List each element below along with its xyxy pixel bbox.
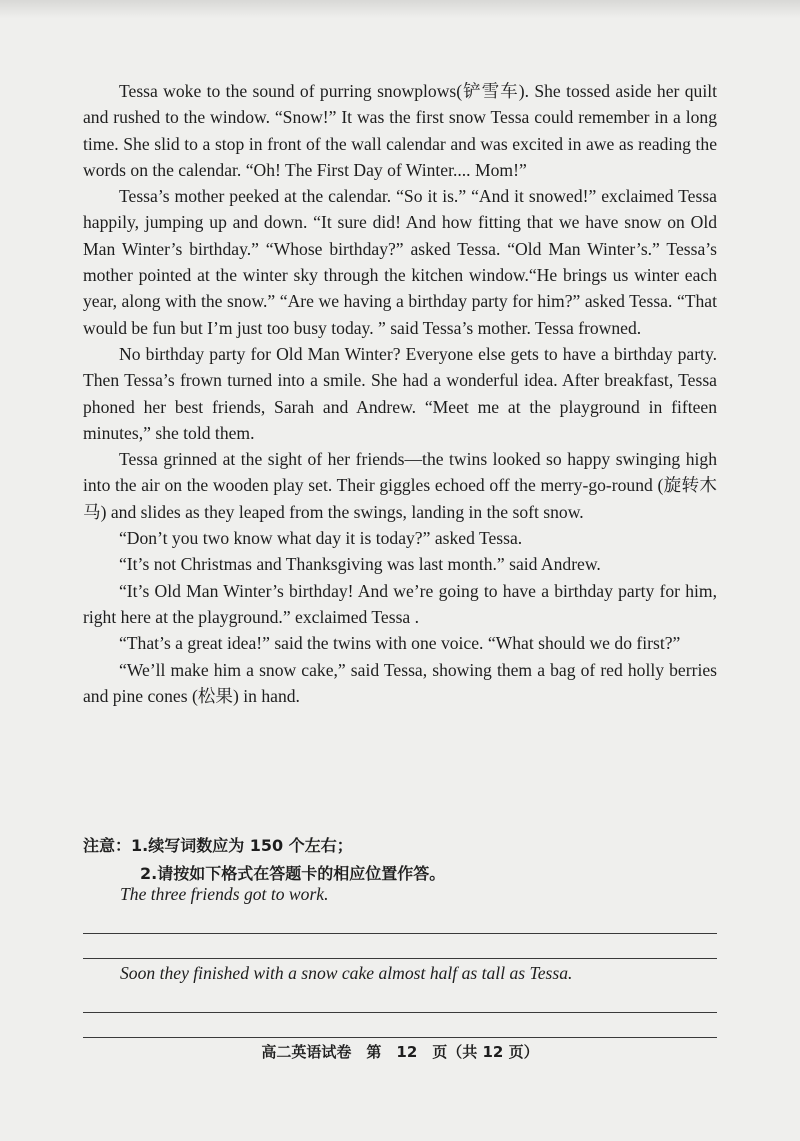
answer-line <box>83 1037 717 1038</box>
story-passage <box>83 78 717 709</box>
story-paragraph: “We’ll make him a snow cake,” said Tessa, showing them a bag of red holly berries and pine cones (松果) in hand. <box>83 659 717 706</box>
answer-line <box>83 958 717 959</box>
story-paragraph: Tessa’s mother peeked at the calendar. “So it is.” “And it snowed!” exclaimed Tessa happily, jumping up and down. “It sure did! And how fitting that we have snow on Old Man Winter’s birthday.” “Whose birthday?” asked Tessa. “Old Man Winter’s.” Tessa’s mother pointed at the winter sky through the kitchen window.“He brings us winter each year, along with the snow.” “Are we having a birthday party for him?” asked Tessa. “That would be fun but I’m just too busy today. ” said Tessa’s mother. Tessa frowned. <box>83 186 717 338</box>
answer-line <box>83 1012 717 1013</box>
story-paragraph: “It’s Old Man Winter’s birthday! And we’re going to have a birthday party for him, right here at the playground.” exclaimed Tessa . <box>83 580 717 627</box>
story-paragraph: “It’s not Christmas and Thanksgiving was last month.” said Andrew. <box>119 554 601 575</box>
instructions <box>83 832 717 888</box>
story-paragraph: No birthday party for Old Man Winter? Everyone else gets to have a birthday party. Then Tessa’s frown turned into a smile. She had a wonderful idea. After breakfast, Tessa phoned her best friends, Sarah and Andrew. “Meet me at the playground in fifteen minutes,” she told them. <box>83 343 717 443</box>
story-paragraph: Tessa woke to the sound of purring snowplows(铲雪车). She tossed aside her quilt and rushed to the window. “Snow!” It was the first snow Tessa could remember in a long time. She slid to a stop in front of the wall calendar and was excited in awe as reading the words on the calendar. “Oh! The First Day of Winter.... Mom!” <box>83 81 717 180</box>
story-paragraph: Tessa grinned at the sight of her friends—the twins looked so happy swinging high into the air on the wooden play set. Their giggles echoed off the merry-go-round (旋转木马) and slides as they leaped from the swings, landing in the soft snow. <box>83 449 717 522</box>
instruction-word-count: 注意：1.续写词数应为 150 个左右； <box>83 836 353 855</box>
prompt-first-paragraph: The three friends got to work. <box>120 884 329 904</box>
story-paragraph: “That’s a great idea!” said the twins with one voice. “What should we do first?” <box>119 633 681 654</box>
page-footer: 高二英语试卷 第 12 页（共 12 页） <box>261 1043 539 1061</box>
answer-line <box>83 933 717 934</box>
story-paragraph: “Don’t you two know what day it is today?” asked Tessa. <box>119 528 523 549</box>
instruction-format: 2.请按如下格式在答题卡的相应位置作答。 <box>140 864 446 883</box>
prompt-second-paragraph: Soon they finished with a snow cake almost half as tall as Tessa. <box>120 963 573 983</box>
